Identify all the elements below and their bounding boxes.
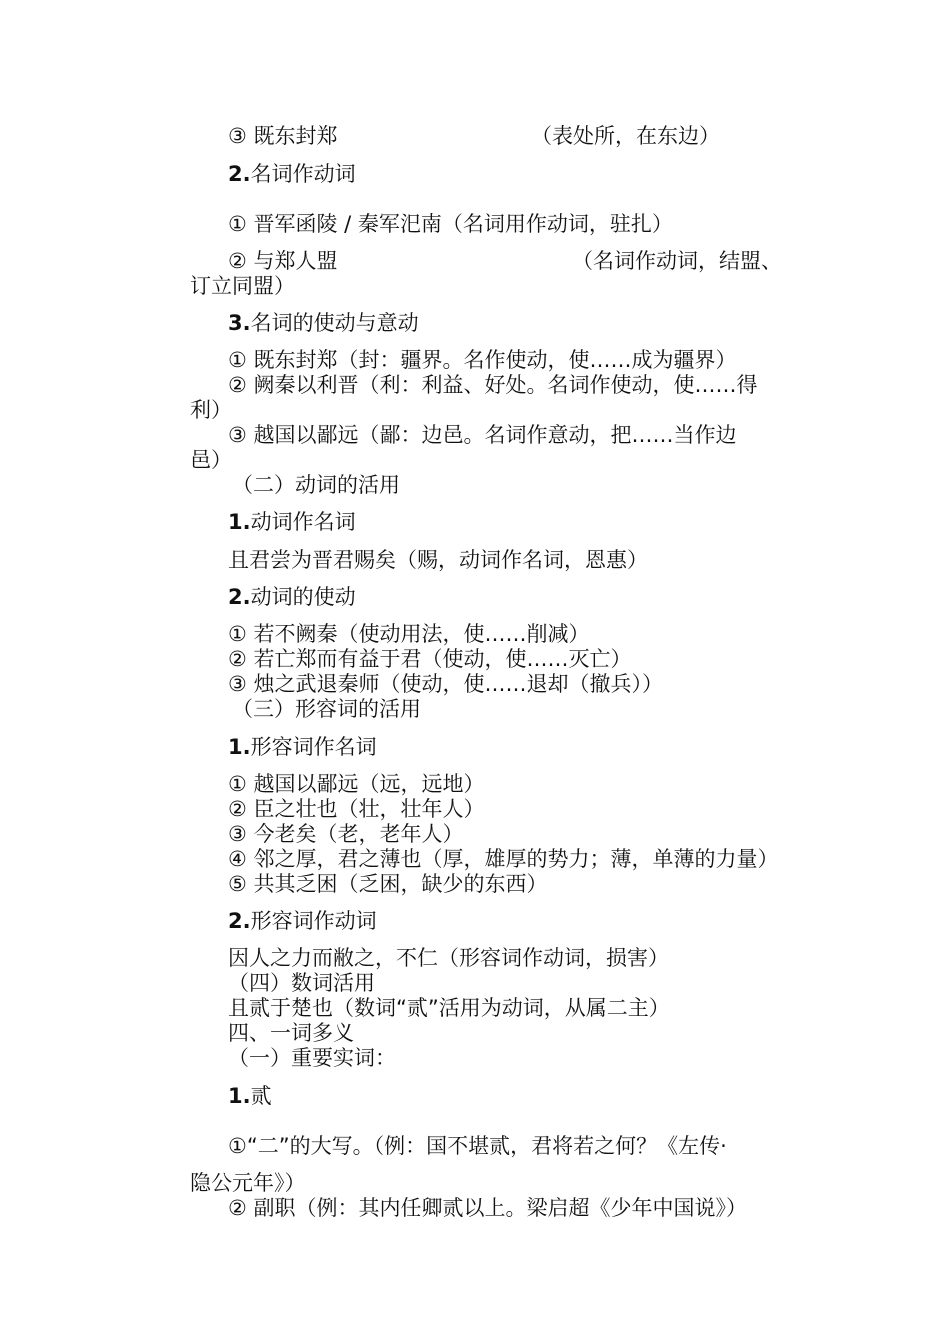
text-line: ② 阙秦以利晋（利：利益、好处。名词作使动，使……得 bbox=[228, 373, 758, 397]
text-line: ① 越国以鄙远（远，远地） bbox=[228, 772, 485, 796]
text-line: ② 若亡郑而有益于君（使动，使……灭亡） bbox=[228, 647, 632, 671]
text-line: ① 若不阙秦（使动用法，使……削减） bbox=[228, 622, 590, 646]
text-line: 且君尝为晋君赐矣（赐，动词作名词，恩惠） bbox=[228, 548, 648, 572]
section-heading bbox=[228, 735, 377, 759]
text-line-note: （表处所，在东边） bbox=[531, 124, 720, 148]
heading-number: 3. bbox=[228, 311, 251, 335]
subsection-heading: （四）数词活用 bbox=[228, 971, 375, 995]
section-heading bbox=[228, 162, 356, 186]
heading-text: 名词的使动与意动 bbox=[250, 311, 419, 335]
heading-text: 动词的使动 bbox=[250, 585, 356, 609]
section-heading bbox=[228, 1084, 272, 1108]
heading-text: 形容词作动词 bbox=[250, 909, 377, 933]
heading-number: 1. bbox=[228, 735, 251, 759]
text-line: 利） bbox=[190, 398, 232, 422]
text-line: 订立同盟） bbox=[190, 274, 295, 298]
text-line: ④ 邻之厚，君之薄也（厚，雄厚的势力；薄，单薄的力量） bbox=[228, 847, 779, 871]
subsection-heading: （一）重要实词： bbox=[228, 1046, 396, 1070]
text-line: ① 既东封郑（封：疆界。名作使动，使……成为疆界） bbox=[228, 348, 737, 372]
heading-text: 名词作动词 bbox=[250, 162, 356, 186]
text-line: ①“二”的大写。（例：国不堪贰，君将若之何？《左传· bbox=[228, 1134, 727, 1158]
text-line: ⑤ 共其乏困（乏困，缺少的东西） bbox=[228, 872, 548, 896]
text-line: 且贰于楚也（数词“贰”活用为动词，从属二主） bbox=[228, 996, 670, 1020]
text-line: ③ 既东封郑 bbox=[228, 124, 338, 148]
subsection-heading: （三）形容词的活用 bbox=[232, 697, 421, 721]
section-heading bbox=[228, 311, 419, 335]
heading-number: 1. bbox=[228, 1084, 251, 1108]
subsection-heading: 四、一词多义 bbox=[228, 1021, 354, 1045]
section-heading bbox=[228, 585, 356, 609]
text-line: ② 臣之壮也（壮，壮年人） bbox=[228, 797, 485, 821]
heading-number: 2. bbox=[228, 909, 251, 933]
heading-number: 2. bbox=[228, 585, 251, 609]
heading-text: 形容词作名词 bbox=[250, 735, 377, 759]
heading-text: 贰 bbox=[250, 1084, 272, 1108]
text-line: 隐公元年》） bbox=[190, 1171, 306, 1195]
heading-text: 动词作名词 bbox=[250, 510, 356, 534]
text-line: ② 与郑人盟 bbox=[228, 249, 338, 273]
heading-number: 1. bbox=[228, 510, 251, 534]
text-line: ① 晋军函陵 / 秦军汜南（名词用作动词，驻扎） bbox=[228, 212, 673, 236]
text-line: ③ 今老矣（老，老年人） bbox=[228, 822, 464, 846]
text-line-note: （名词作动词，结盟、 bbox=[572, 249, 782, 273]
heading-number: 2. bbox=[228, 162, 251, 186]
subsection-heading: （二）动词的活用 bbox=[232, 473, 400, 497]
section-heading bbox=[228, 510, 356, 534]
text-line: ② 副职（例：其内任卿贰以上。梁启超《少年中国说》） bbox=[228, 1196, 747, 1220]
text-line: 因人之力而敝之，不仁（形容词作动词，损害） bbox=[228, 946, 669, 970]
text-line: ③ 烛之武退秦师（使动，使……退却（撤兵）） bbox=[228, 672, 663, 696]
text-line: 邑） bbox=[190, 448, 232, 472]
section-heading bbox=[228, 909, 377, 933]
text-line: ③ 越国以鄙远（鄙：边邑。名词作意动，把……当作边 bbox=[228, 423, 737, 447]
